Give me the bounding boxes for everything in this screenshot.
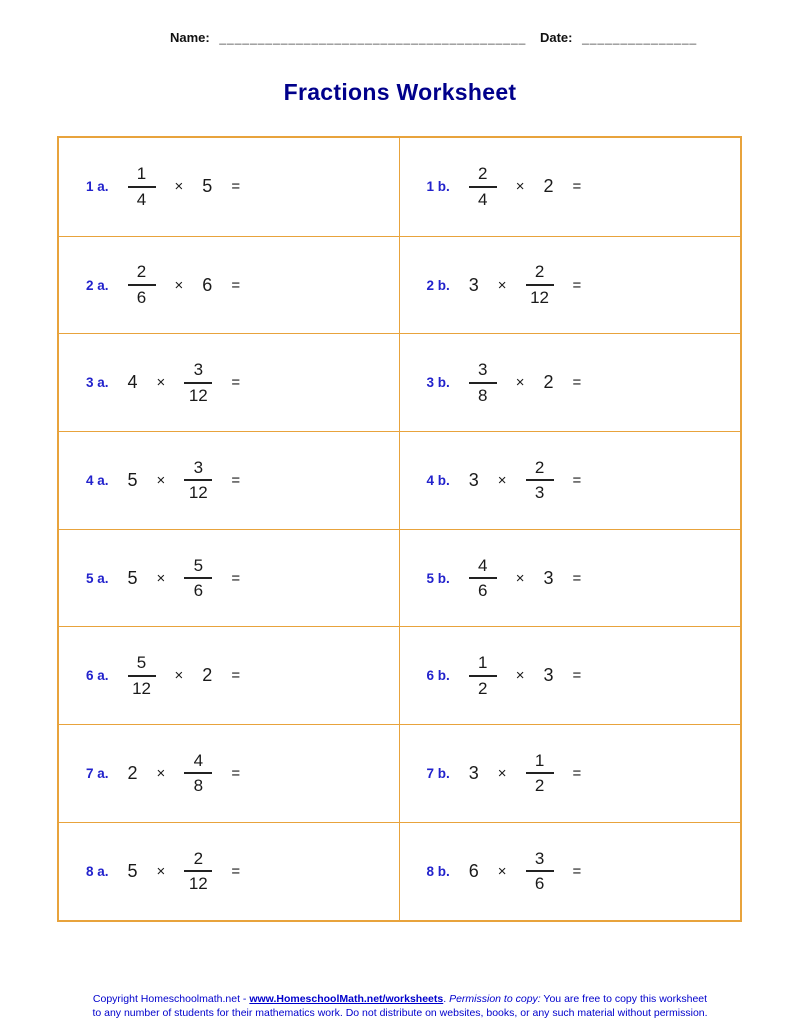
fraction (526, 751, 554, 796)
fraction (526, 262, 554, 307)
fraction-denominator: 2 (534, 776, 545, 796)
equals-sign: = (572, 471, 582, 489)
equals-sign: = (231, 569, 241, 587)
integer-operand: 4 (127, 372, 138, 393)
fraction (469, 360, 497, 405)
times-sign: × (515, 178, 525, 196)
fraction (526, 458, 554, 503)
times-sign: × (497, 276, 507, 294)
times-sign: × (156, 471, 166, 489)
integer-operand: 2 (127, 762, 138, 783)
problem-label: 1 a. (86, 179, 109, 195)
fraction-denominator: 6 (193, 581, 204, 601)
fraction (128, 262, 156, 307)
times-sign: × (497, 862, 507, 880)
integer-operand: 5 (127, 469, 138, 490)
integer-operand: 6 (202, 274, 213, 295)
problem-cell (400, 333, 741, 431)
equals-sign: = (231, 764, 241, 782)
problem-label: 4 b. (426, 472, 450, 488)
equals-sign: = (572, 667, 582, 685)
fraction-denominator: 8 (193, 776, 204, 796)
fraction-numerator: 2 (526, 262, 554, 286)
fraction-denominator: 4 (478, 189, 488, 209)
fraction-numerator: 5 (184, 556, 212, 580)
fraction-denominator: 6 (534, 874, 545, 894)
problem-label: 6 a. (86, 668, 109, 684)
problem-cell (400, 138, 741, 236)
problem-label: 2 a. (86, 277, 109, 293)
fraction-denominator: 3 (534, 483, 545, 503)
equals-sign: = (572, 374, 582, 392)
fraction (184, 360, 212, 405)
times-sign: × (497, 764, 507, 782)
problem-cell (59, 236, 400, 334)
fraction-denominator: 6 (478, 581, 488, 601)
fraction-numerator: 3 (184, 360, 212, 384)
equals-sign: = (572, 276, 582, 294)
fraction-numerator: 4 (469, 556, 497, 580)
fraction-denominator: 12 (188, 874, 208, 894)
equals-sign: = (572, 178, 582, 196)
times-sign: × (515, 569, 525, 587)
equals-sign: = (231, 276, 241, 294)
fraction-numerator: 2 (184, 849, 212, 873)
integer-operand: 5 (202, 176, 213, 197)
problems-table (57, 136, 742, 922)
fraction (184, 751, 212, 796)
footer-copyright (88, 992, 713, 1021)
fraction (184, 849, 212, 894)
permission-text: You are free to copy this worksheet to any number of students for their mathematics work. Do not distribute on websites, books, or any such material without permission. (92, 992, 708, 1020)
equals-sign: = (572, 862, 582, 880)
problem-label: 8 a. (86, 863, 109, 879)
integer-operand: 2 (543, 372, 554, 393)
integer-operand: 5 (127, 860, 138, 881)
equals-sign: = (231, 178, 241, 196)
problem-label: 3 b. (426, 375, 450, 391)
integer-operand: 3 (468, 469, 479, 490)
equals-sign: = (231, 471, 241, 489)
fraction-denominator: 12 (530, 288, 549, 308)
problem-label: 8 b. (426, 863, 450, 879)
name-label: Name: (170, 30, 210, 45)
problem-label: 1 b. (426, 179, 450, 195)
problem-cell (59, 138, 400, 236)
problem-cell (400, 431, 741, 529)
fraction-numerator: 2 (469, 164, 497, 188)
fraction (526, 849, 554, 894)
times-sign: × (515, 374, 525, 392)
problem-label: 5 b. (426, 570, 450, 586)
problem-cell (59, 333, 400, 431)
fraction-numerator: 1 (526, 751, 554, 775)
integer-operand: 3 (543, 665, 554, 686)
times-sign: × (174, 276, 184, 294)
date-blank-line: _______________ (582, 31, 698, 45)
problem-cell (59, 626, 400, 724)
fraction-denominator: 8 (478, 385, 488, 405)
times-sign: × (156, 764, 166, 782)
times-sign: × (497, 471, 507, 489)
fraction-numerator: 4 (184, 751, 212, 775)
problem-label: 6 b. (426, 668, 450, 684)
name-blank-line: ________________________________________ (219, 31, 527, 45)
fraction-numerator: 3 (469, 360, 497, 384)
date-label: Date: (539, 30, 573, 45)
problem-label: 7 a. (86, 765, 109, 781)
fraction (469, 653, 497, 698)
times-sign: × (174, 667, 184, 685)
fraction-denominator: 12 (188, 483, 208, 503)
fraction (469, 556, 497, 601)
problem-label: 4 a. (86, 472, 109, 488)
fraction (128, 653, 156, 698)
problem-cell (59, 822, 400, 920)
fraction-numerator: 1 (469, 653, 497, 677)
fraction (128, 164, 156, 209)
fraction-denominator: 4 (136, 189, 147, 209)
fraction-denominator: 2 (478, 678, 488, 698)
fraction-numerator: 2 (526, 458, 554, 482)
problem-cell (400, 529, 741, 627)
fraction-denominator: 6 (136, 288, 147, 308)
name-date-row (0, 0, 800, 45)
fraction-numerator: 1 (128, 164, 156, 188)
fraction (184, 556, 212, 601)
times-sign: × (156, 862, 166, 880)
problem-cell (59, 529, 400, 627)
times-sign: × (156, 569, 166, 587)
after-link-text: . (443, 992, 450, 1005)
integer-operand: 6 (468, 860, 479, 881)
times-sign: × (174, 178, 184, 196)
equals-sign: = (231, 667, 241, 685)
problem-cell (400, 236, 741, 334)
fraction-numerator: 3 (526, 849, 554, 873)
copyright-text: Copyright Homeschoolmath.net - (92, 992, 250, 1005)
integer-operand: 3 (468, 762, 479, 783)
times-sign: × (156, 374, 166, 392)
fraction-numerator: 3 (184, 458, 212, 482)
equals-sign: = (231, 374, 241, 392)
problem-cell (400, 822, 741, 920)
page-title: Fractions Worksheet (283, 79, 517, 105)
problem-cell (59, 431, 400, 529)
problem-label: 2 b. (426, 277, 450, 293)
problem-label: 5 a. (86, 570, 109, 586)
fraction-denominator: 12 (188, 385, 208, 405)
permission-to-copy-label: Permission to copy: (449, 992, 541, 1005)
integer-operand: 2 (543, 176, 554, 197)
integer-operand: 5 (127, 567, 138, 588)
fraction-denominator: 12 (132, 678, 151, 698)
problem-label: 3 a. (86, 375, 109, 391)
integer-operand: 3 (468, 274, 479, 295)
equals-sign: = (572, 764, 582, 782)
problem-label: 7 b. (426, 765, 450, 781)
integer-operand: 2 (202, 665, 213, 686)
problem-cell (400, 626, 741, 724)
problem-cell (400, 724, 741, 822)
times-sign: × (515, 667, 525, 685)
integer-operand: 3 (543, 567, 554, 588)
fraction (469, 164, 497, 209)
fraction-numerator: 2 (128, 262, 156, 286)
fraction (184, 458, 212, 503)
problem-cell (59, 724, 400, 822)
equals-sign: = (572, 569, 582, 587)
equals-sign: = (231, 862, 241, 880)
homeschoolmath-link[interactable]: www.HomeschoolMath.net/worksheets (249, 992, 444, 1005)
fraction-numerator: 5 (128, 653, 156, 677)
